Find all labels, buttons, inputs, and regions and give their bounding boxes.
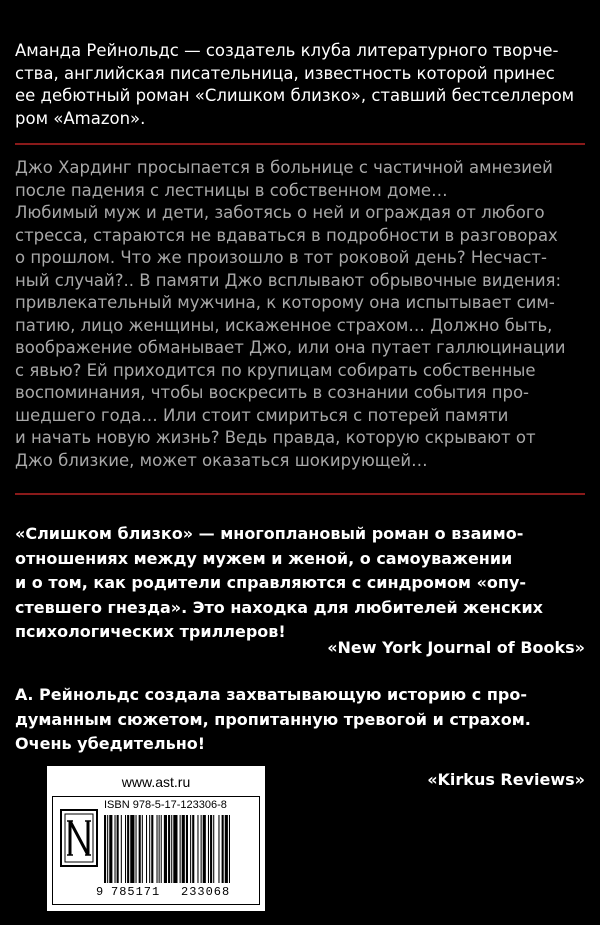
synopsis-line: ный случай?.. В памяти Джо всплывают обрывочные видения: <box>15 270 562 290</box>
divider-rule-bottom <box>15 493 585 495</box>
isbn-text: ISBN 978-5-17-123306-8 <box>104 799 227 811</box>
author-bio-line: ром «Amazon». <box>15 108 146 128</box>
synopsis-line: с явью? Ей приходится по крупицам собирать собственные <box>15 360 536 380</box>
author-bio-line: ее дебютный роман «Слишком близко», ставший бестселлером <box>15 86 575 105</box>
barcode-digit-lead: 9 <box>96 885 104 899</box>
review-quote-line: думанным сюжетом, пропитанную тревогой и страхом. <box>15 709 531 729</box>
synopsis-line: воспоминания, чтобы воскресить в сознании события про- <box>15 383 530 402</box>
synopsis-line: патию, лицо женщины, искаженное страхом… Должно быть, <box>15 315 553 335</box>
review-source-1: «New York Journal of Books» <box>327 638 585 657</box>
synopsis <box>15 157 585 472</box>
synopsis-line: воображение обманывает Джо, или она путает галлюцинации <box>15 338 566 357</box>
synopsis-line: Любимый муж и дети, заботясь о ней и ограждая от любого <box>15 203 545 222</box>
barcode-frame <box>52 796 260 905</box>
barcode-digits-left: 785171 <box>111 885 161 899</box>
publisher-site-url: www.ast.ru <box>121 774 191 790</box>
barcode-block <box>47 766 265 911</box>
review-quote-line: Очень убедительно! <box>15 734 206 753</box>
synopsis-line: и начать новую жизнь? Ведь правда, которую скрывают от <box>15 428 536 447</box>
publisher-logo-icon <box>60 809 98 867</box>
author-bio <box>15 40 585 130</box>
review-quote-line: стевшего гнезда». Это находка для любителей женских <box>15 597 543 617</box>
synopsis-line: шедшего года… Или стоит смириться с потерей памяти <box>15 405 509 425</box>
author-bio-line: ства, английская писательница, известность которой принес <box>15 63 555 83</box>
barcode-bars <box>104 815 254 883</box>
divider-rule-top <box>15 143 585 145</box>
review-quote-line: «Слишком близко» — многоплановый роман о взаимо- <box>15 524 524 543</box>
review-quote-line: А. Рейнольдс создала захватывающую историю с про- <box>15 685 527 704</box>
review-quote-line: психологических триллеров! <box>15 622 286 641</box>
synopsis-line: Джо близкие, может оказаться шокирующей… <box>15 450 428 470</box>
review-quote-line: отношениях между мужем и женой, о самоуважении <box>15 548 513 568</box>
synopsis-line: стресса, стараются не вдаваться в подробности в разговорах <box>15 225 558 245</box>
synopsis-line: Джо Хардинг просыпается в больнице с частичной амнезией <box>15 158 553 177</box>
review-quote-line: и о том, как родители справляются с синдромом «опу- <box>15 573 527 592</box>
synopsis-line: после падения с лестницы в собственном доме… <box>15 180 448 200</box>
barcode-digits-right: 233068 <box>181 885 231 899</box>
synopsis-line: привлекательный мужчина, к которому она испытывает сим- <box>15 293 555 312</box>
review-quote-1 <box>15 522 585 645</box>
review-source-2: «Kirkus Reviews» <box>427 770 585 789</box>
synopsis-line: о прошлом. Что же произошло в тот роковой день? Несчаст- <box>15 248 547 267</box>
review-quote-2 <box>15 683 585 757</box>
author-bio-line: Аманда Рейнольдс — создатель клуба литературного творче- <box>15 41 559 60</box>
